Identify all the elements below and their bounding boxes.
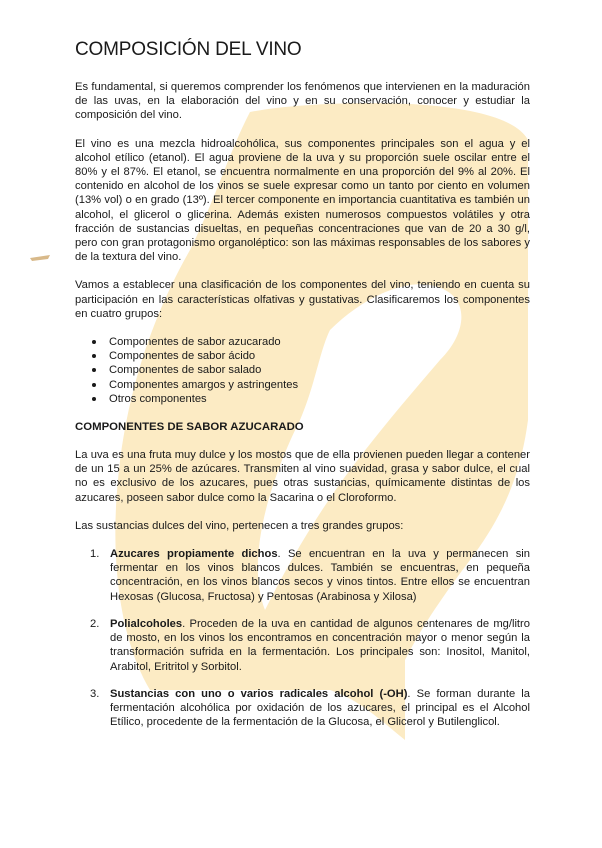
list-item: Componentes de sabor salado [109,363,530,377]
watermark-mark [30,255,50,261]
list-item [90,547,530,604]
document-body [75,38,530,742]
section-heading: COMPONENTES DE SABOR AZUCARADO [75,421,304,434]
list-item [90,617,530,674]
composition-paragraph: El vino es una mezcla hidroalcohólica, sus componentes principales son el agua y el alcohol etílico (etanol). El agua proviene de la uva y su proporción suele oscilar entre el 80% y el 87%. El etanol, se encuentra normalmente en una proporción del 9% al 20%. El contenido en alcohol de los vinos se suele expresar como un tanto por ciento en volumen (13% vol) o en grado (13º). El tercer componente en importancia cuantitativa es también un alcohol, el glicerol o glicerina. Además existen numerosos compuestos volátiles y otra fracción de sustancias disueltas, en pequeñas concentraciones que van de 20 a 30 g/l, pero con gran protagonismo organoléptico: son las máximas responsables de los sabores y de la textura del vino. [75,137,530,264]
list-item: Componentes amargos y astringentes [109,378,530,392]
groups-intro-paragraph: Las sustancias dulces del vino, pertenecen a tres grandes grupos: [75,519,404,532]
item-term: Sustancias con uno o varios radicales alcohol (-OH) [110,687,408,700]
item-term: Polialcoholes [110,617,183,630]
list-item [90,687,530,730]
item-number: 3. [90,687,100,700]
item-description: . Proceden de la uva en cantidad de algunos centenares de mg/litro de mosto, en los vinos los encontramos en concentración mayor o menor según la transformación sufrida en la fermentación. Los principales son: Inositol, Manitol, Arabitol, Eritritol y Sorbitol. [110,617,530,673]
item-term: Azucares propiamente dichos [110,548,278,561]
sweet-groups-list [75,547,530,729]
page-title: COMPOSICIÓN DEL VINO [75,39,302,60]
classification-paragraph: Vamos a establecer una clasificación de los componentes del vino, teniendo en cuenta su participación en las características olfativas y gustativas. Clasificaremos los componentes en cuatro grupos: [75,279,530,320]
component-groups-list [75,335,530,406]
page-number-label [579,758,599,818]
list-item: Componentes de sabor azucarado [109,335,530,349]
item-number: 2. [90,617,100,630]
list-item: Otros componentes [109,392,530,406]
item-number: 1. [90,548,100,561]
item-description: . Se encuentran en la uva y permanecen sin fermentar en los vinos blancos dulces. También se encuentras, en pequeña concentración, en los vinos blancos secos y vinos tintos. Entre ellos se encuentran Hexosas (Glucosa, Fructosa) y Pentosas (Arabinosa y Xilosa) [110,548,530,603]
intro-paragraph: Es fundamental, si queremos comprender los fenómenos que intervienen en la maduración de las uvas, en la elaboración del vino y en su conservación, conocer y estudiar la composición del vino. [75,81,530,122]
item-description: . Se forman durante la fermentación alcohólica por oxidación de los azucares, el principal es el Alcohol Etílico, procedente de la fermentación de la Glucosa, el Glicerol y Butilenglicol. [110,687,530,729]
list-item: Componentes de sabor ácido [109,349,530,363]
sugar-paragraph: La uva es una fruta muy dulce y los mostos que de ella provienen pueden llegar a contener de un 15 a un 25% de azúcares. Transmiten al vino suavidad, grasa y sabor dulce, el cual no es exclusivo de los azucares, pues otras sustancias, químicamente distintas de los azucares, poseen sabor dulce como la Sacarina o el Cloroformo. [75,449,530,504]
